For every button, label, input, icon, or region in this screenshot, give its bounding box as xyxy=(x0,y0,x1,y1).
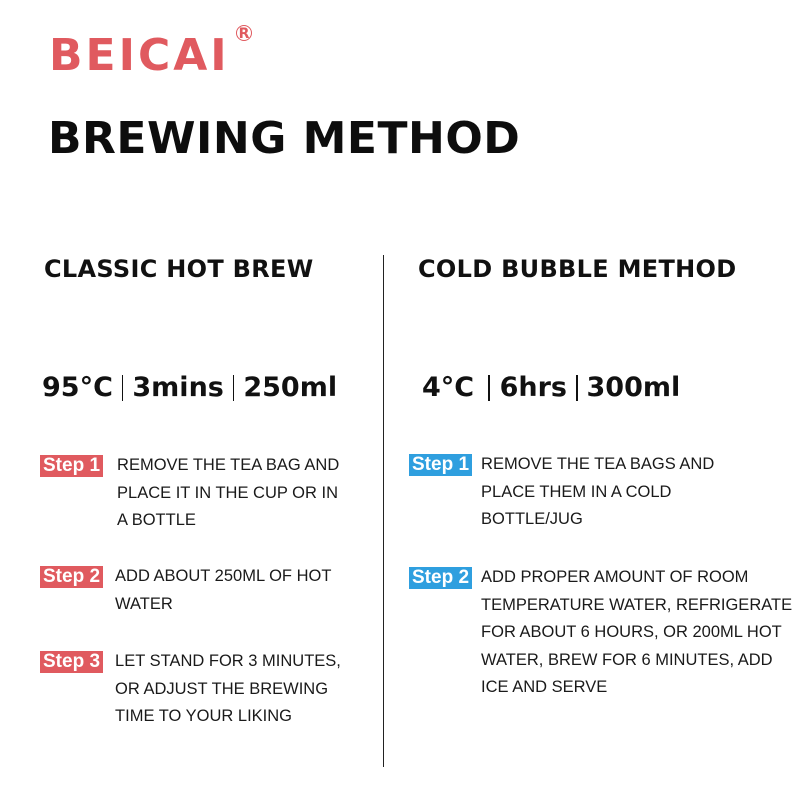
column-divider xyxy=(383,255,384,767)
hot-time: 3mins xyxy=(132,372,224,403)
registered-mark: R xyxy=(236,25,252,41)
hot-step-1 xyxy=(40,452,339,535)
step-text: ADD PROPER AMOUNT OF ROOM TEMPERATURE WATER, REFRIGERATE FOR ABOUT 6 HOURS, OR 200ML HOT WATER, BREW FOR 6 MINUTES, ADD ICE AND SERVE xyxy=(481,568,793,696)
hot-volume: 250ml xyxy=(243,372,338,403)
param-separator xyxy=(122,375,124,401)
step-badge: Step 2 xyxy=(409,567,472,589)
step-badge: Step 3 xyxy=(40,651,103,673)
cold-brew-heading: COLD BUBBLE METHOD xyxy=(418,255,737,283)
param-separator xyxy=(576,375,578,401)
cold-temperature: 4°C xyxy=(422,372,475,403)
cold-step-1 xyxy=(409,451,714,534)
step-badge: Step 1 xyxy=(40,455,103,477)
hot-brew-params xyxy=(42,368,337,408)
hot-temperature: 95°C xyxy=(42,372,113,403)
page-title: BREWING METHOD xyxy=(48,113,521,164)
hot-step-3 xyxy=(40,648,341,731)
step-text: ADD ABOUT 250ML OF HOT WATER xyxy=(115,567,332,613)
cold-volume: 300ml xyxy=(586,372,681,403)
step-text: LET STAND FOR 3 MINUTES, OR ADJUST THE BREWING TIME TO YOUR LIKING xyxy=(115,652,341,725)
step-badge: Step 2 xyxy=(40,566,103,588)
step-text: REMOVE THE TEA BAGS AND PLACE THEM IN A COLD BOTTLE/JUG xyxy=(481,455,715,528)
hot-brew-heading: CLASSIC HOT BREW xyxy=(44,255,314,283)
hot-step-2 xyxy=(40,563,331,618)
cold-step-2 xyxy=(409,564,792,702)
param-separator xyxy=(233,375,235,401)
cold-time: 6hrs xyxy=(499,372,568,403)
step-badge: Step 1 xyxy=(409,454,472,476)
param-separator xyxy=(488,375,490,401)
cold-brew-params xyxy=(422,368,680,408)
brand-logo: BEICAI xyxy=(49,30,230,81)
step-text: REMOVE THE TEA BAG AND PLACE IT IN THE CUP OR IN A BOTTLE xyxy=(117,456,340,529)
